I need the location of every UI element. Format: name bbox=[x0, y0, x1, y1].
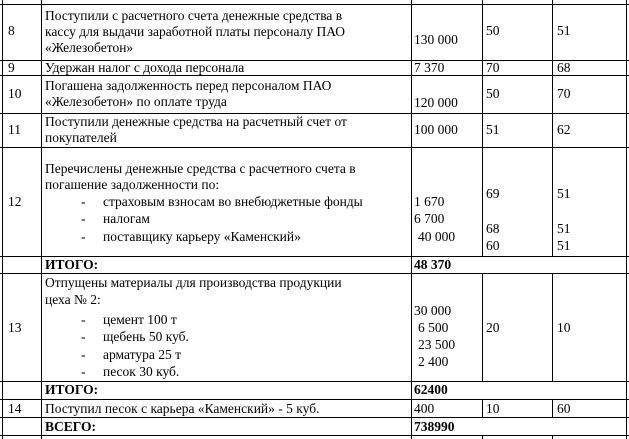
amount: 400 bbox=[414, 401, 435, 416]
bullet-mark: - bbox=[81, 364, 86, 379]
operation-text: Перечислены денежные средства с расчетного счета в bbox=[45, 161, 356, 176]
operation-text: «Железобетон» bbox=[45, 40, 134, 55]
operation-text: Отпущены материалы для производства продукции bbox=[45, 275, 342, 290]
column-divider bbox=[482, 273, 483, 382]
column-divider bbox=[552, 435, 553, 439]
amount: 1 670 bbox=[414, 194, 445, 209]
credit-account: 51 bbox=[557, 23, 571, 38]
bullet-mark: - bbox=[81, 312, 86, 327]
debit-account: 68 bbox=[486, 221, 500, 236]
row-number: 10 bbox=[8, 86, 22, 101]
debit-account: 70 bbox=[486, 60, 500, 75]
amount: 100 000 bbox=[414, 122, 458, 137]
row-number: 11 bbox=[8, 122, 21, 137]
operation-text: Поступили денежные средства на расчетный счет от bbox=[45, 114, 347, 129]
debit-account: 51 bbox=[486, 122, 500, 137]
amount: 6 500 bbox=[418, 320, 449, 335]
row-number: 13 bbox=[8, 320, 22, 335]
credit-account: 70 bbox=[557, 86, 571, 101]
bullet-mark: - bbox=[81, 194, 86, 209]
column-divider bbox=[482, 0, 483, 4]
subtotal-amount: 62400 bbox=[414, 382, 448, 397]
row-divider bbox=[0, 399, 629, 400]
amount: 40 000 bbox=[418, 229, 456, 244]
row-divider bbox=[0, 417, 629, 418]
list-item: страховым взносам во внебюджетные фонды bbox=[103, 194, 363, 209]
debit-account: 10 bbox=[486, 401, 500, 416]
subtotal-label: ИТОГО: bbox=[45, 257, 99, 272]
row-number: 9 bbox=[8, 60, 15, 75]
amount: 2 400 bbox=[418, 354, 449, 369]
column-divider bbox=[482, 399, 483, 418]
debit-account: 20 bbox=[486, 320, 500, 335]
debit-account: 69 bbox=[486, 186, 500, 201]
column-divider bbox=[552, 273, 553, 382]
list-item: песок 30 куб. bbox=[103, 364, 180, 379]
operation-text: кассу для выдачи заработной платы персоналу ПАО bbox=[45, 24, 346, 39]
row-divider bbox=[0, 147, 629, 148]
operation-text: цеха № 2: bbox=[45, 292, 101, 307]
amount: 120 000 bbox=[414, 95, 458, 110]
bullet-mark: - bbox=[81, 347, 86, 362]
row-number: 12 bbox=[8, 194, 22, 209]
column-divider bbox=[411, 0, 412, 439]
credit-account: 51 bbox=[557, 238, 571, 253]
bullet-mark: - bbox=[81, 329, 86, 344]
row-divider bbox=[0, 4, 629, 5]
credit-account: 60 bbox=[557, 401, 571, 416]
operation-text: «Железобетон» по оплате труда bbox=[45, 94, 227, 109]
credit-account: 51 bbox=[557, 221, 571, 236]
operation-text: Удержан налог с дохода персонала bbox=[45, 60, 245, 75]
credit-account: 51 bbox=[557, 186, 571, 201]
column-divider bbox=[482, 435, 483, 439]
amount: 7 370 bbox=[414, 60, 445, 75]
list-item: поставщику карьеру «Каменский» bbox=[103, 229, 301, 244]
amount: 6 700 bbox=[414, 211, 445, 226]
debit-account: 50 bbox=[486, 23, 500, 38]
credit-account: 10 bbox=[557, 320, 571, 335]
column-divider bbox=[482, 0, 483, 257]
list-item: арматура 25 т bbox=[103, 347, 181, 362]
column-divider bbox=[552, 0, 553, 257]
column-divider bbox=[626, 0, 627, 439]
operation-text: Поступили с расчетного счета денежные средства в bbox=[45, 8, 343, 23]
amount: 130 000 bbox=[414, 32, 458, 47]
amount: 23 500 bbox=[418, 337, 456, 352]
debit-account: 60 bbox=[486, 238, 500, 253]
operation-text: Погашена задолженность перед персоналом ПАО bbox=[45, 78, 332, 93]
debit-account: 50 bbox=[486, 86, 500, 101]
row-divider bbox=[0, 435, 629, 436]
credit-account: 62 bbox=[557, 122, 571, 137]
list-item: цемент 100 т bbox=[103, 312, 177, 327]
list-item: щебень 50 куб. bbox=[103, 329, 189, 344]
row-number: 14 bbox=[8, 401, 22, 416]
operation-text: погашение задолженности по: bbox=[45, 177, 220, 192]
bullet-mark: - bbox=[81, 211, 86, 226]
row-number: 8 bbox=[8, 23, 15, 38]
bullet-mark: - bbox=[81, 229, 86, 244]
operation-text: Поступил песок с карьера «Каменский» - 5 куб. bbox=[45, 401, 320, 416]
total-label: ВСЕГО: bbox=[45, 419, 97, 434]
total-amount: 738990 bbox=[414, 419, 455, 434]
subtotal-amount: 48 370 bbox=[414, 257, 452, 272]
credit-account: 68 bbox=[557, 60, 571, 75]
column-divider bbox=[552, 399, 553, 418]
column-divider bbox=[2, 0, 3, 439]
subtotal-label: ИТОГО: bbox=[45, 382, 99, 397]
list-item: налогам bbox=[103, 211, 150, 226]
row-divider bbox=[0, 273, 629, 274]
amount: 30 000 bbox=[414, 303, 452, 318]
column-divider bbox=[41, 0, 42, 439]
operation-text: покупателей bbox=[45, 130, 117, 145]
